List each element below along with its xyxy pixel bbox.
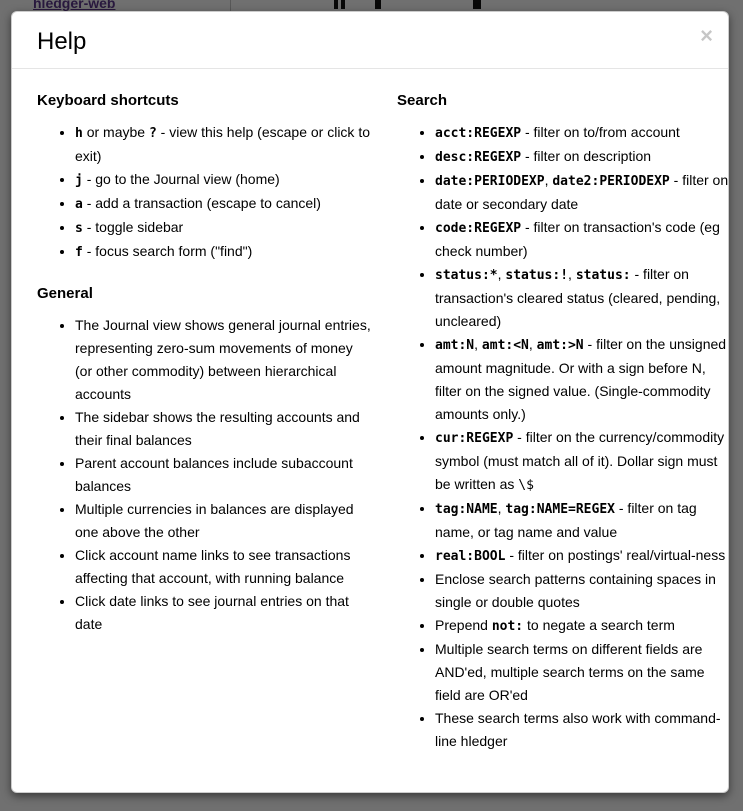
list-item — [435, 216, 729, 263]
list-item — [75, 240, 373, 264]
text-run: , — [544, 172, 553, 188]
text-run: , — [568, 266, 576, 282]
help-list — [37, 314, 373, 636]
modal-body — [12, 69, 728, 783]
close-icon[interactable]: × — [700, 23, 713, 48]
text-run: - filter on date or secondary date — [435, 172, 729, 212]
text-run: These search terms also work with command-line hledger — [435, 710, 721, 749]
code-term: date:PERIODEXP — [435, 174, 545, 189]
text-run: - toggle sidebar — [82, 219, 184, 235]
mono-term: \$ — [518, 478, 534, 493]
list-item — [435, 426, 729, 497]
text-run: - filter on postings' real/virtual-ness — [505, 547, 726, 563]
code-term: cur:REGEXP — [435, 431, 514, 446]
list-item — [435, 121, 729, 145]
list-item — [75, 216, 373, 240]
code-term: s — [75, 221, 83, 236]
code-term: tag:NAME=REGEX — [505, 502, 615, 517]
code-term: code:REGEXP — [435, 221, 522, 236]
code-term: tag:NAME — [435, 502, 498, 517]
list-item — [75, 121, 373, 168]
code-term: h — [75, 126, 83, 141]
text-run: Multiple currencies in balances are displayed one above the other — [75, 501, 354, 540]
text-run: - view this help (escape or click to exit) — [75, 124, 370, 164]
help-column-right — [397, 71, 729, 763]
code-term: date2:PERIODEXP — [552, 174, 670, 189]
section-heading: Keyboard shortcuts — [37, 92, 179, 109]
section-heading: General — [37, 285, 93, 302]
section-heading: Search — [397, 92, 448, 109]
text-run: The Journal view shows general journal entries, representing zero-sum movements of money (or other commodity) between hierarchical accounts — [75, 317, 371, 402]
text-run: , — [497, 500, 506, 516]
text-run: Prepend — [435, 617, 492, 633]
list-item — [75, 168, 373, 192]
list-item — [435, 497, 729, 544]
text-run: , — [528, 336, 537, 352]
text-run: - go to the Journal view (home) — [82, 171, 280, 187]
text-run: - focus search form ("find") — [82, 243, 253, 259]
text-run: Parent account balances include subaccount balances — [75, 455, 353, 494]
help-list — [397, 121, 729, 753]
code-term: j — [75, 173, 83, 188]
text-run: - filter on transaction's code (eg check number) — [435, 219, 720, 259]
code-term: real:BOOL — [435, 549, 506, 564]
text-run: , — [474, 336, 482, 352]
modal-header — [12, 12, 728, 69]
text-run: or maybe — [82, 124, 149, 140]
list-item — [435, 544, 729, 568]
text-run: - add a transaction (escape to cancel) — [82, 195, 321, 211]
list-item — [75, 314, 373, 406]
text-run: - filter on tag name, or tag name and value — [435, 500, 697, 540]
code-term: desc:REGEXP — [435, 150, 522, 165]
text-run: The sidebar shows the resulting accounts and their final balances — [75, 409, 360, 448]
list-item — [435, 169, 729, 216]
text-run: - filter on to/from account — [521, 124, 680, 140]
list-item — [435, 263, 729, 333]
code-term: amt:N — [435, 338, 475, 353]
help-column-left — [37, 71, 373, 646]
text-run: - filter on the unsigned amount magnitude. Or with a sign before N, filter on the signed value. (Single-commodity amounts only.) — [435, 336, 727, 422]
text-run: Enclose search patterns containing spaces in single or double quotes — [435, 571, 716, 610]
list-item — [435, 638, 729, 707]
code-term: amt:>N — [536, 338, 584, 353]
code-term: not: — [491, 619, 524, 634]
text-run: , — [497, 266, 506, 282]
list-item — [75, 192, 373, 216]
list-item — [75, 498, 373, 544]
text-run: - filter on the currency/commodity symbol (must match all of it). Dollar sign must be written as — [435, 429, 725, 492]
list-item — [435, 707, 729, 753]
list-item — [435, 614, 729, 638]
code-term: ? — [148, 126, 157, 141]
list-item — [75, 544, 373, 590]
help-modal — [11, 11, 729, 793]
text-run: Click account name links to see transactions affecting that account, with running balance — [75, 547, 351, 586]
code-term: status:! — [505, 268, 569, 283]
code-term: acct:REGEXP — [435, 126, 522, 141]
code-term: amt:<N — [481, 338, 529, 353]
list-item — [75, 590, 373, 636]
list-item — [435, 145, 729, 169]
code-term: status:* — [435, 268, 498, 283]
help-list — [37, 121, 373, 264]
list-item — [75, 452, 373, 498]
list-item — [435, 568, 729, 614]
modal-title: Help — [37, 28, 87, 55]
list-item — [75, 406, 373, 452]
code-term: f — [75, 245, 83, 260]
text-run: - filter on transaction's cleared status (cleared, pending, uncleared) — [435, 266, 721, 329]
list-item — [435, 333, 729, 426]
text-run: Click date links to see journal entries on that date — [75, 593, 349, 632]
text-run: - filter on description — [521, 148, 652, 164]
code-term: status: — [575, 268, 631, 283]
code-term: a — [75, 197, 83, 212]
text-run: to negate a search term — [523, 617, 675, 633]
text-run: Multiple search terms on different fields are AND'ed, multiple search terms on the same field are OR'ed — [435, 641, 705, 703]
